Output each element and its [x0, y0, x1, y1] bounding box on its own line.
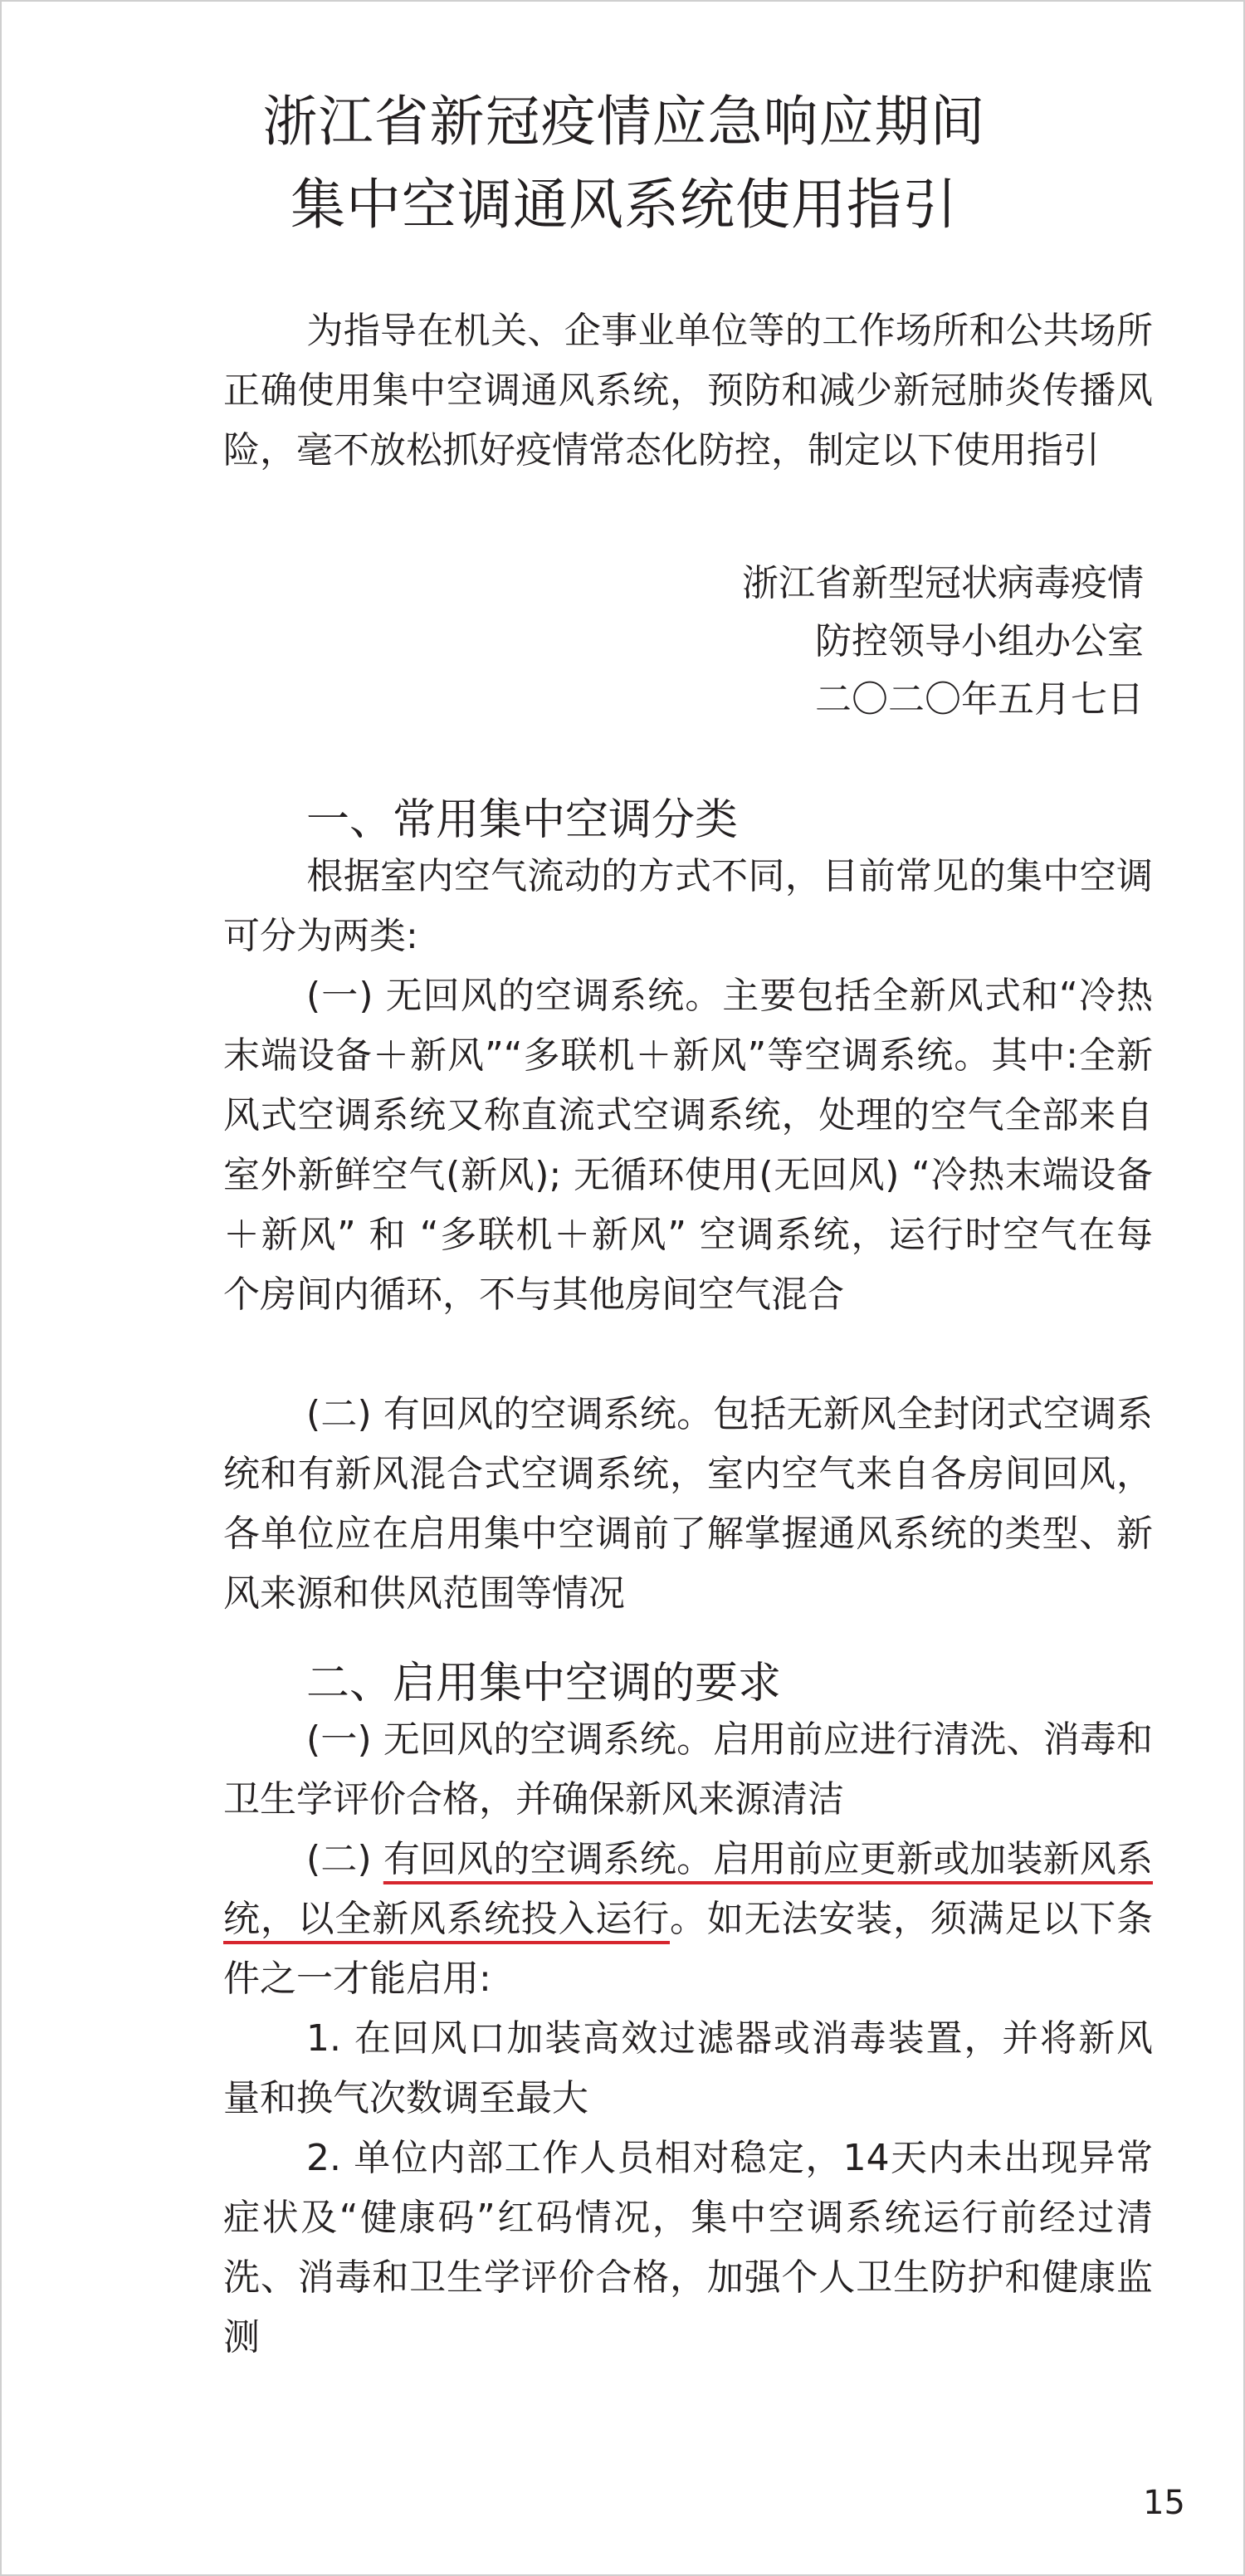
- section-2-condition-1-text: 1. 在回风口加装高效过滤器或消毒装置，并将新风量和换气次数调至最大: [223, 2017, 1153, 2119]
- intro-paragraph: [223, 301, 1153, 481]
- section-1-intro: [223, 847, 1153, 966]
- section-2-condition-2: [223, 2129, 1153, 2368]
- signature-date: 二〇二〇年五月七日: [815, 678, 1144, 721]
- page-number: 15: [1143, 2484, 1185, 2522]
- section-1-heading: 一、常用集中空调分类: [306, 795, 739, 845]
- section-2-item-2-rest: 。如无法安装，须满足以下条件之一才能启用:: [223, 1898, 1153, 2000]
- section-2-item-2-prefix: (二): [306, 1838, 383, 1880]
- section-2-item-1: [223, 1710, 1153, 1830]
- signature-org-line-2: 防控领导小组办公室: [815, 620, 1144, 662]
- section-2-condition-2-text: 2. 单位内部工作人员相对稳定，14天内未出现异常症状及“健康码”红码情况，集中空调系统运行前经过清洗、消毒和卫生学评价合格，加强个人卫生防护和健康监测: [223, 2137, 1153, 2358]
- signature-org-line-1: 浙江省新型冠状病毒疫情: [742, 562, 1144, 604]
- section-1-item-1-text: (一) 无回风的空调系统。主要包括全新风式和“冷热末端设备＋新风”“多联机＋新风”等空调系统。其中:全新风式空调系统又称直流式空调系统，处理的空气全部来自室外新鲜空气(新风); 无循环使用(无回风) “冷热末端设备＋新风” 和 “多联机＋新风” 空调系统，运行时空气在每个房间内循环，不与其他房间空气混合: [223, 975, 1153, 1316]
- section-1-item-2-text: (二) 有回风的空调系统。包括无新风全封闭式空调系统和有新风混合式空调系统，室内空气来自各房间回风，各单位应在启用集中空调前了解掌握通风系统的类型、新风来源和供风范围等情况: [223, 1393, 1153, 1615]
- section-2-item-2: [223, 1830, 1153, 2009]
- section-2-item-2-highlight: 有回风的空调系统。启用前应更新或加装新风系统，以全新风系统投入运行: [223, 1838, 1154, 1940]
- section-2-condition-1: [223, 2009, 1153, 2129]
- section-1-item-1: [223, 966, 1153, 1325]
- section-1-intro-text: 根据室内空气流动的方式不同，目前常见的集中空调可分为两类:: [223, 855, 1153, 957]
- section-2-item-1-text: (一) 无回风的空调系统。启用前应进行清洗、消毒和卫生学评价合格，并确保新风来源清洁: [223, 1718, 1153, 1821]
- section-2-heading: 二、启用集中空调的要求: [306, 1659, 782, 1708]
- section-1-item-2: [223, 1385, 1153, 1624]
- intro-text: 为指导在机关、企事业单位等的工作场所和公共场所正确使用集中空调通风系统，预防和减少新冠肺炎传播风险，毫不放松抓好疫情常态化防控，制定以下使用指引: [223, 310, 1153, 472]
- title-line-2: 集中空调通风系统使用指引: [290, 173, 958, 237]
- title-line-1: 浙江省新冠疫情应急响应期间: [262, 90, 986, 154]
